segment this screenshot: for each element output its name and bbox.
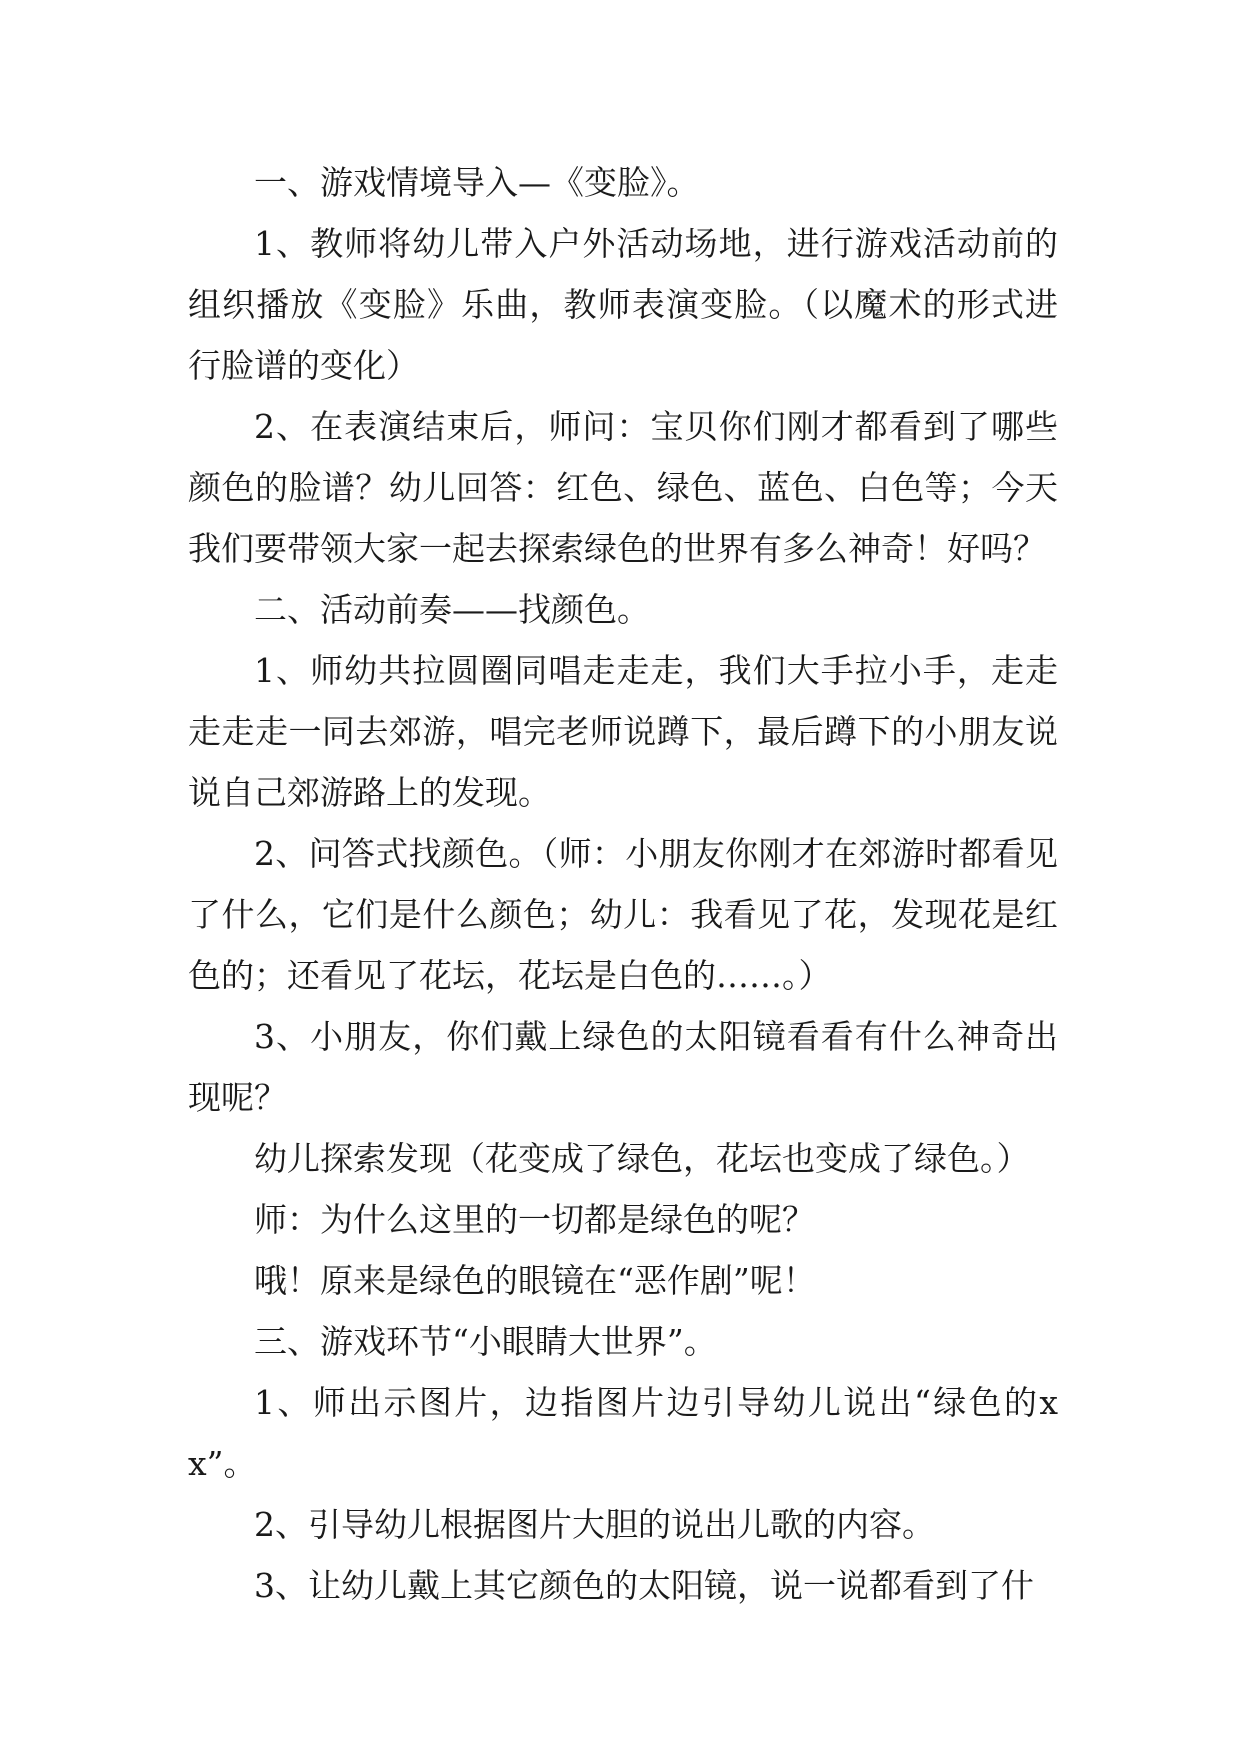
paragraph: 3、让幼儿戴上其它颜色的太阳镜，说一说都看到了什 — [254, 1566, 1034, 1605]
paragraph: 师：为什么这里的一切都是绿色的呢？ — [254, 1200, 815, 1239]
paragraph: 2、引导幼儿根据图片大胆的说出儿歌的内容。 — [254, 1505, 935, 1544]
paragraph: 1、教师将幼儿带入户外活动场地，进行游戏活动前的组织播放《变脸》乐曲，教师表演变脸。（以魔术的形式进行脸谱的变化） — [188, 224, 1058, 385]
paragraph: 1、师出示图片，边指图片边引导幼儿说出“绿色的xx”。 — [188, 1383, 1058, 1483]
paragraph: 2、问答式找颜色。（师：小朋友你刚才在郊游时都看见了什么，它们是什么颜色；幼儿：我看见了花，发现花是红色的；还看见了花坛，花坛是白色的……。） — [188, 834, 1058, 995]
paragraph: 3、小朋友，你们戴上绿色的太阳镜看看有什么神奇出现呢？ — [188, 1017, 1058, 1117]
section-heading-2: 二、活动前奏——找颜色。 — [254, 590, 650, 629]
document-body — [188, 152, 1058, 1616]
section-heading-3: 三、游戏环节“小眼睛大世界”。 — [254, 1322, 717, 1361]
paragraph: 幼儿探索发现（花变成了绿色，花坛也变成了绿色。） — [254, 1139, 1030, 1178]
section-heading-1: 一、游戏情境导入—《变脸》。 — [254, 163, 700, 202]
paragraph: 2、在表演结束后，师问：宝贝你们刚才都看到了哪些颜色的脸谱？幼儿回答：红色、绿色、蓝色、白色等；今天我们要带领大家一起去探索绿色的世界有多么神奇！好吗？ — [188, 407, 1058, 568]
paragraph: 1、师幼共拉圆圈同唱走走走，我们大手拉小手，走走走走走一同去郊游，唱完老师说蹲下，最后蹲下的小朋友说说自己郊游路上的发现。 — [188, 651, 1058, 812]
paragraph: 哦！原来是绿色的眼镜在“恶作剧”呢！ — [254, 1261, 816, 1300]
